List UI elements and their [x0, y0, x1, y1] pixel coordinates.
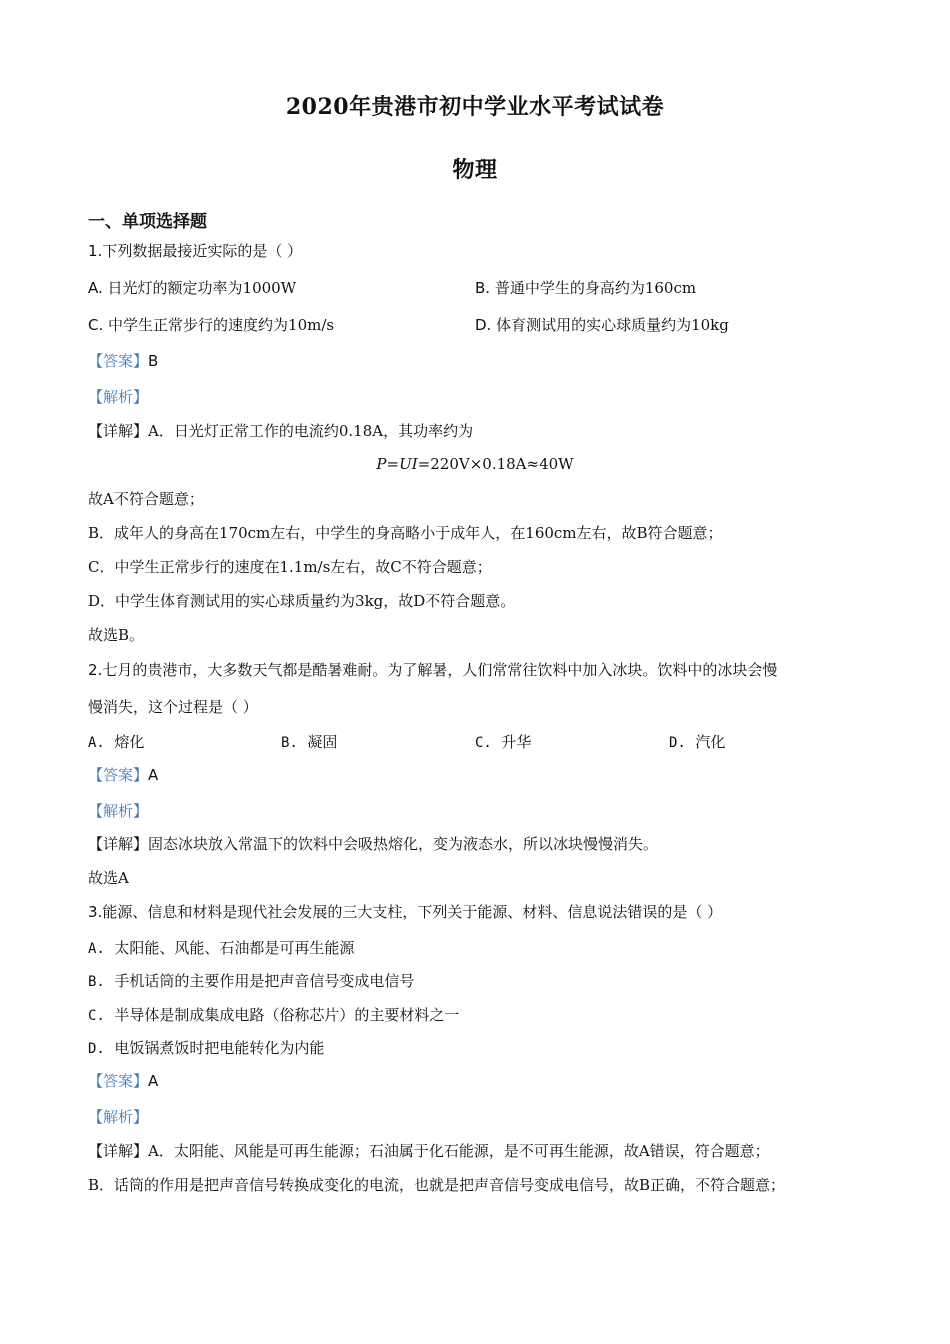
q2-conclusion: 故选A: [88, 869, 129, 887]
q1-analysis-label: [88, 387, 148, 407]
q2-option-b: [281, 731, 337, 752]
q3-option-c: [88, 1005, 459, 1026]
option-letter: B.: [88, 974, 105, 990]
q1-formula: [0, 455, 950, 473]
option-text: 太阳能、风能、石油都是可再生能源: [114, 939, 355, 957]
option-letter: A.: [88, 941, 105, 957]
analysis-label: 【解析】: [88, 388, 149, 406]
question-1-stem: [88, 241, 302, 261]
question-3-stem: [88, 902, 722, 922]
q1-detail-line: C．中学生正常步行的速度在1.1m/s左右，故C不符合题意；: [88, 558, 492, 576]
q3-analysis-label: [88, 1107, 148, 1127]
q2-analysis-label: [88, 801, 148, 821]
analysis-label: 【解析】: [88, 1108, 149, 1126]
q1-detail-line: B．成年人的身高在170cm左右，中学生的身高略小于成年人，在160cm左右，故B符合题意；: [88, 524, 723, 542]
option-letter: A.: [88, 279, 103, 297]
option-letter: C.: [88, 316, 104, 334]
subject-title: 物理: [452, 157, 498, 183]
answer-value: A: [148, 766, 159, 784]
q2-option-a: [88, 731, 144, 752]
formula-ui: UI: [399, 455, 418, 473]
q1-detail-line: 故A不符合题意；: [88, 490, 204, 508]
option-text: 日光灯的额定功率为1000W: [102, 279, 297, 297]
q1-answer: [88, 351, 158, 371]
option-letter: C.: [88, 1008, 105, 1024]
q3-answer: [88, 1071, 158, 1091]
q1-option-a: [88, 278, 296, 298]
question-text: 下列数据最接近实际的是（ ）: [102, 242, 303, 260]
exam-title: 2020年贵港市初中学业水平考试试卷: [285, 94, 665, 120]
answer-label: 【答案】: [88, 766, 149, 784]
formula-p: P: [376, 455, 387, 473]
q3-detail-line-1: [88, 1141, 770, 1161]
q1-conclusion: 故选B。: [88, 626, 145, 644]
formula-eq: =: [386, 455, 400, 473]
option-letter: A.: [88, 735, 105, 751]
q2-option-c: [475, 731, 531, 752]
detail-text: 固态冰块放入常温下的饮料中会吸热熔化，变为液态水，所以冰块慢慢消失。: [148, 835, 659, 853]
option-text: 普通中学生的身高约为160cm: [490, 279, 697, 297]
option-text: 手机话筒的主要作用是把声音信号变成电信号: [114, 972, 415, 990]
option-text: 中学生正常步行的速度约为10m/s: [103, 316, 335, 334]
q3-option-a: [88, 938, 354, 959]
q1-option-c: [88, 315, 334, 335]
detail-text: A．太阳能、风能是可再生能源；石油属于化石能源，是不可再生能源，故A错误，符合题意；: [148, 1142, 770, 1160]
option-text: 体育测试用的实心球质量约为10kg: [491, 316, 729, 334]
detail-label: 【详解】: [88, 1142, 149, 1160]
q3-detail-line-2: B．话筒的作用是把声音信号转换成变化的电流，也就是把声音信号变成电信号，故B正确，不符合题意；: [88, 1176, 786, 1194]
option-text: 升华: [501, 733, 532, 751]
question-number: 1.: [88, 242, 103, 260]
q2-detail: [88, 834, 658, 854]
option-letter: D.: [88, 1041, 105, 1057]
option-text: 熔化: [114, 733, 145, 751]
section-heading: 一、单项选择题: [88, 212, 207, 232]
q2-answer: [88, 765, 158, 785]
q1-option-b: [475, 278, 696, 298]
question-2-stem-line-1: [88, 660, 777, 680]
question-2-stem-line-2: 慢消失，这个过程是（ ）: [88, 698, 258, 716]
q2-option-d: [669, 731, 725, 752]
answer-label: 【答案】: [88, 1072, 149, 1090]
analysis-label: 【解析】: [88, 802, 149, 820]
option-letter: B.: [475, 279, 491, 297]
question-text: 能源、信息和材料是现代社会发展的三大支柱，下列关于能源、材料、信息说法错误的是（ ）: [102, 903, 723, 921]
q1-option-d: [475, 315, 729, 335]
option-letter: C.: [475, 735, 492, 751]
answer-value: B: [148, 352, 159, 370]
question-text: 七月的贵港市，大多数天气都是酷暑难耐。为了解暑，人们常常往饮料中加入冰块。饮料中的冰块会慢: [102, 661, 778, 679]
formula-rest: =220V×0.18A≈40W: [417, 455, 574, 473]
option-letter: D.: [669, 735, 686, 751]
q3-option-b: [88, 971, 414, 992]
q1-detail-line: D．中学生体育测试用的实心球质量约为3kg，故D不符合题意。: [88, 592, 516, 610]
option-text: 凝固: [307, 733, 338, 751]
answer-label: 【答案】: [88, 352, 149, 370]
option-letter: D.: [475, 316, 492, 334]
option-text: 电饭锅煮饭时把电能转化为内能: [114, 1039, 325, 1057]
question-number: 3.: [88, 903, 103, 921]
answer-value: A: [148, 1072, 159, 1090]
detail-label: 【详解】: [88, 835, 149, 853]
q3-option-d: [88, 1038, 324, 1059]
q1-detail-line-1: [88, 421, 473, 441]
question-number: 2.: [88, 661, 103, 679]
option-letter: B.: [281, 735, 298, 751]
option-text: 汽化: [695, 733, 726, 751]
option-text: 半导体是制成集成电路（俗称芯片）的主要材料之一: [114, 1006, 460, 1024]
detail-label: 【详解】: [88, 422, 149, 440]
detail-text: A．日光灯正常工作的电流约0.18A，其功率约为: [148, 422, 474, 440]
